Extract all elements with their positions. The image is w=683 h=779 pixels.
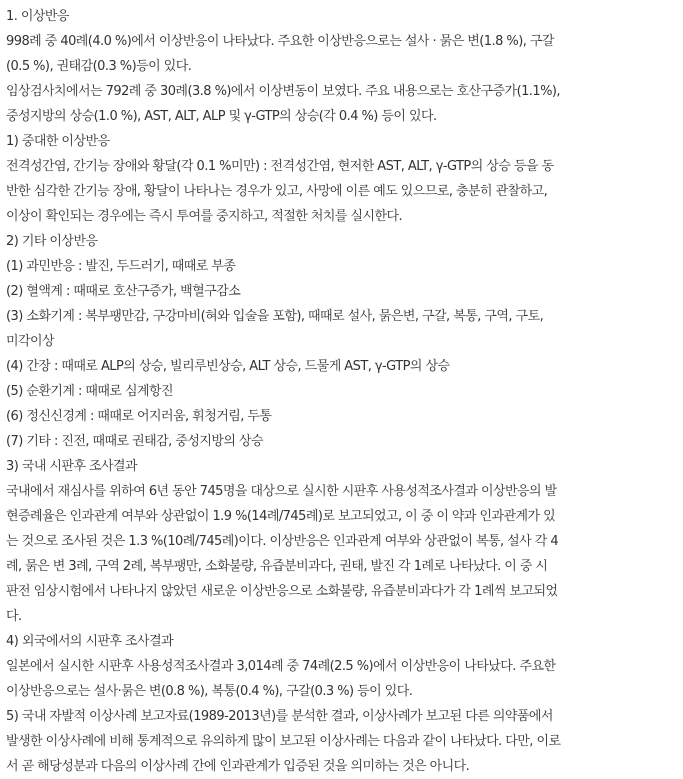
subheading-serious-reactions: 1) 중대한 이상반응 — [6, 134, 110, 149]
paragraph-line: 이상반응으로는 설사·묽은 변(0.8 %), 복통(0.4 %), 구갈(0.3 %) 등이 있다. — [6, 684, 413, 699]
paragraph-line: 는 것으로 조사된 것은 1.3 %(10례/745례)이다. 이상반응은 인과관계 여부와 상관없이 복통, 설사 각 4 — [6, 534, 559, 549]
paragraph-line: 중성지방의 상승(1.0 %), AST, ALT, ALP 및 γ-GTP의 상승(각 0.4 %) 등이 있다. — [6, 109, 437, 124]
list-item: (3) 소화기계 : 복부팽만감, 구강마비(혀와 입술을 포함), 때때로 설사, 묽은변, 구갈, 복통, 구역, 구토, — [6, 309, 544, 324]
paragraph-line: 다. — [6, 609, 22, 624]
list-item: (7) 기타 : 진전, 때때로 권태감, 중성지방의 상승 — [6, 434, 263, 449]
list-item-continuation: 미각이상 — [6, 334, 55, 349]
paragraph-line: 998례 중 40례(4.0 %)에서 이상반응이 나타났다. 주요한 이상반응으로는 설사 · 묽은 변(1.8 %), 구갈 — [6, 34, 554, 49]
list-item: (6) 정신신경계 : 때때로 어지러움, 휘청거림, 두통 — [6, 409, 272, 424]
subheading-foreign-survey: 4) 외국에서의 시판후 조사결과 — [6, 634, 174, 649]
paragraph-line: 현증례율은 인과관계 여부와 상관없이 1.9 %(14례/745례)로 보고되었고, 이 중 이 약과 인과관계가 있 — [6, 509, 556, 524]
paragraph-line: (0.5 %), 권태감(0.3 %)등이 있다. — [6, 59, 192, 74]
paragraph-line: 5) 국내 자발적 이상사례 보고자료(1989-2013년)를 분석한 결과, 이상사례가 보고된 다른 의약품에서 — [6, 709, 553, 724]
list-item: (1) 과민반응 : 발진, 두드러기, 때때로 부종 — [6, 259, 236, 274]
subheading-domestic-survey: 3) 국내 시판후 조사결과 — [6, 459, 138, 474]
paragraph-line: 판전 임상시험에서 나타나지 않았던 새로운 이상반응으로 소화불량, 유즙분비과다가 각 1례씩 보고되었 — [6, 584, 558, 599]
paragraph-line: 임상검사치에서는 792례 중 30례(3.8 %)에서 이상변동이 보였다. 주요 내용으로는 호산구증가(1.1%), — [6, 84, 561, 99]
list-item: (5) 순환기계 : 때때로 심계항진 — [6, 384, 174, 399]
section-heading-adverse-reactions: 1. 이상반응 — [6, 9, 69, 24]
paragraph-line: 례, 묽은 변 3례, 구역 2례, 복부팽만, 소화불량, 유즙분비과다, 권태, 발진 각 1례로 나타났다. 이 중 시 — [6, 559, 548, 574]
paragraph-line: 국내에서 재심사를 위하여 6년 동안 745명을 대상으로 실시한 시판후 사용성적조사결과 이상반응의 발 — [6, 484, 557, 499]
paragraph-line: 이상이 확인되는 경우에는 즉시 투여를 중지하고, 적절한 처치를 실시한다. — [6, 209, 403, 224]
list-item: (2) 혈액계 : 때때로 호산구증가, 백혈구감소 — [6, 284, 241, 299]
paragraph-line: 발생한 이상사례에 비해 통계적으로 유의하게 많이 보고된 이상사례는 다음과 같이 나타났다. 다만, 이로 — [6, 734, 561, 749]
paragraph-line: 반한 심각한 간기능 장애, 황달이 나타나는 경우가 있고, 사망에 이른 예도 있으므로, 충분히 관찰하고, — [6, 184, 548, 199]
paragraph-line: 일본에서 실시한 시판후 사용성적조사결과 3,014례 중 74례(2.5 %)에서 이상반응이 나타났다. 주요한 — [6, 659, 556, 674]
paragraph-line: 전격성간염, 간기능 장애와 황달(각 0.1 %미만) : 전격성간염, 현저한 AST, ALT, γ-GTP의 상승 등을 동 — [6, 159, 554, 174]
paragraph-line: 서 곧 해당성분과 다음의 이상사례 간에 인과관계가 입증된 것을 의미하는 것은 아니다. — [6, 759, 470, 774]
subheading-other-reactions: 2) 기타 이상반응 — [6, 234, 98, 249]
list-item: (4) 간장 : 때때로 ALP의 상승, 빌리루빈상승, ALT 상승, 드물게 AST, γ-GTP의 상승 — [6, 359, 450, 374]
